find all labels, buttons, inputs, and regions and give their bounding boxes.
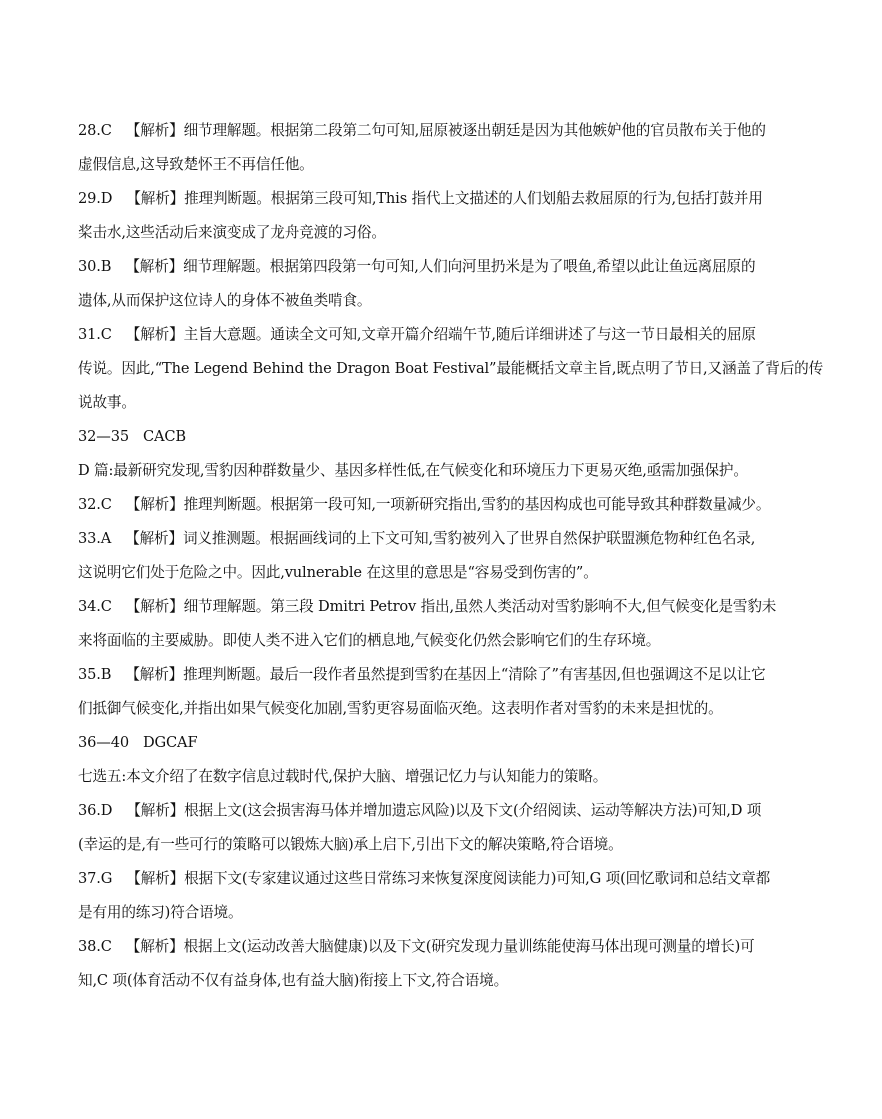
explanation-text: 主旨大意题。通读全文可知,文章开篇介绍端午节,随后详细讲述了与这一节日最相关的屈原 xyxy=(183,326,756,343)
q29-line-2 xyxy=(78,216,804,250)
q33-line-2 xyxy=(78,556,804,590)
explanation-text: 词义推测题。根据画线词的上下文可知,雪豹被列入了世界自然保护联盟濒危物种红色名录, xyxy=(182,530,756,547)
q36-line-1 xyxy=(78,794,804,828)
q31-line-1 xyxy=(78,318,804,352)
q37-line-2 xyxy=(78,896,804,930)
question-number: 38.C xyxy=(78,938,112,955)
explanation-text: 根据上文(运动改善大脑健康)以及下文(研究发现力量训练能使海马体出现可测量的增长)可 xyxy=(183,938,755,955)
q38-line-1 xyxy=(78,930,804,964)
summary-text: 七选五:本文介绍了在数字信息过载时代,保护大脑、增强记忆力与认知能力的策略。 xyxy=(78,768,608,785)
seven-choose-five-summary xyxy=(78,760,804,794)
question-number: 32.C xyxy=(78,496,112,513)
analysis-tag: 【解析】 xyxy=(125,598,184,615)
question-number: 30.B xyxy=(78,258,112,275)
explanation-text: 桨击水,这些活动后来演变成了龙舟竞渡的习俗。 xyxy=(78,224,386,241)
answer-letters: DGCAF xyxy=(142,734,198,751)
q28-line-2 xyxy=(78,148,804,182)
analysis-tag: 【解析】 xyxy=(126,190,185,207)
question-number: 28.C xyxy=(78,122,112,139)
explanation-text: 根据下文(专家建议通过这些日常练习来恢复深度阅读能力)可知,G 项(回忆歌词和总结文章都 xyxy=(184,870,771,887)
analysis-tag: 【解析】 xyxy=(125,530,183,547)
explanation-text: 传说。因此,“The Legend Behind the Dragon Boat Festival”最能概括文章主旨,既点明了节日,又涵盖了背后的传 xyxy=(78,360,824,377)
q35-line-2 xyxy=(78,692,804,726)
answer-range: 32—35 xyxy=(78,428,129,445)
explanation-text: 推理判断题。根据第三段可知,This 指代上文描述的人们划船去救屈原的行为,包括打鼓并用 xyxy=(184,190,763,207)
analysis-tag: 【解析】 xyxy=(125,258,184,275)
q28-line-1 xyxy=(78,114,804,148)
explanation-text: 细节理解题。第三段 Dmitri Petrov 指出,虽然人类活动对雪豹影响不大,但气候变化是雪豹未 xyxy=(183,598,777,615)
answer-key-page xyxy=(78,114,824,998)
question-number: 35.B xyxy=(78,666,112,683)
explanation-text: 们抵御气候变化,并指出如果气候变化加剧,雪豹更容易面临灭绝。这表明作者对雪豹的未来是担忧的。 xyxy=(78,700,723,717)
q32-line-1 xyxy=(78,488,804,522)
answer-letters: CACB xyxy=(142,428,186,445)
question-number: 36.D xyxy=(78,802,113,819)
analysis-tag: 【解析】 xyxy=(125,666,184,683)
question-number: 31.C xyxy=(78,326,112,343)
question-number: 34.C xyxy=(78,598,112,615)
q35-line-1 xyxy=(78,658,804,692)
q30-line-2 xyxy=(78,284,804,318)
q38-line-2 xyxy=(78,964,804,998)
explanation-text: (幸运的是,有一些可行的策略可以锻炼大脑)承上启下,引出下文的解决策略,符合语境。 xyxy=(78,836,623,853)
analysis-tag: 【解析】 xyxy=(126,802,185,819)
explanation-text: 细节理解题。根据第四段第一句可知,人们向河里扔米是为了喂鱼,希望以此让鱼远离屈原的 xyxy=(183,258,756,275)
analysis-tag: 【解析】 xyxy=(125,122,184,139)
explanation-text: 说故事。 xyxy=(78,394,136,411)
q34-line-2 xyxy=(78,624,804,658)
explanation-text: 遗体,从而保护这位诗人的身体不被鱼类啃食。 xyxy=(78,292,372,309)
q34-line-1 xyxy=(78,590,804,624)
explanation-text: 这说明它们处于危险之中。因此,vulnerable 在这里的意思是“容易受到伤害的”。 xyxy=(78,564,598,581)
explanation-text: 推理判断题。最后一段作者虽然提到雪豹在基因上“清除了”有害基因,但也强调这不足以让它 xyxy=(183,666,766,683)
analysis-tag: 【解析】 xyxy=(125,496,184,513)
q29-line-1 xyxy=(78,182,804,216)
q31-line-3 xyxy=(78,386,804,420)
answer-range-36-40 xyxy=(78,726,804,760)
explanation-text: 来将面临的主要威胁。即使人类不进入它们的栖息地,气候变化仍然会影响它们的生存环境。 xyxy=(78,632,661,649)
analysis-tag: 【解析】 xyxy=(125,326,184,343)
question-number: 37.G xyxy=(78,870,113,887)
explanation-text: 细节理解题。根据第二段第二句可知,屈原被逐出朝廷是因为其他嫉妒他的官员散布关于他的 xyxy=(183,122,766,139)
q31-line-2 xyxy=(78,352,824,386)
explanation-text: 推理判断题。根据第一段可知,一项新研究指出,雪豹的基因构成也可能导致其种群数量减少。 xyxy=(183,496,771,513)
q33-line-1 xyxy=(78,522,804,556)
explanation-text: 根据上文(这会损害海马体并增加遗忘风险)以及下文(介绍阅读、运动等解决方法)可知,D 项 xyxy=(184,802,762,819)
answer-range-32-35 xyxy=(78,420,804,454)
passage-d-summary xyxy=(78,454,804,488)
q36-line-2 xyxy=(78,828,804,862)
explanation-text: 知,C 项(体育活动不仅有益身体,也有益大脑)衔接上下文,符合语境。 xyxy=(78,972,509,989)
explanation-text: 是有用的练习)符合语境。 xyxy=(78,904,243,921)
summary-text: D 篇:最新研究发现,雪豹因种群数量少、基因多样性低,在气候变化和环境压力下更易灭绝,亟需加强保护。 xyxy=(78,462,748,479)
question-number: 33.A xyxy=(78,530,112,547)
question-number: 29.D xyxy=(78,190,113,207)
analysis-tag: 【解析】 xyxy=(126,870,185,887)
analysis-tag: 【解析】 xyxy=(125,938,184,955)
q30-line-1 xyxy=(78,250,804,284)
explanation-text: 虚假信息,这导致楚怀王不再信任他。 xyxy=(78,156,314,173)
q37-line-1 xyxy=(78,862,804,896)
answer-range: 36—40 xyxy=(78,734,129,751)
